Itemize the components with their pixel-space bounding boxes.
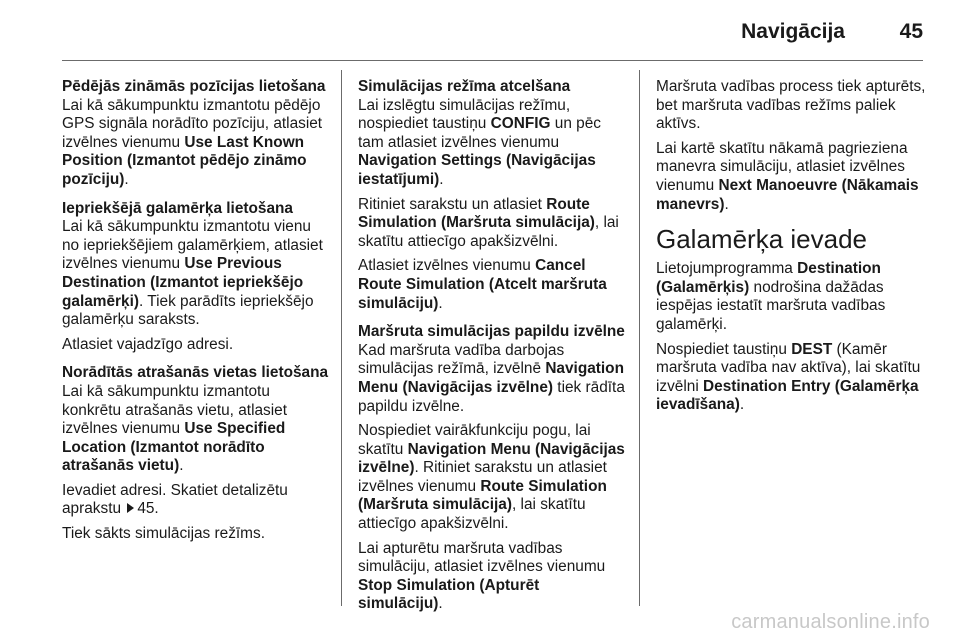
paragraph: Tiek sākts simulācijas režīms.	[62, 525, 265, 543]
paragraph: Lai apturētu maršruta vadības simulāciju, atlasiet izvēlnes vienumu Stop Simulation (Apturēt simulāciju).	[358, 539, 606, 613]
paragraph: Lietojumprogramma Destination (Galamērķis) nodrošina dažādas iespējas iestatīt maršruta vadības galamērķi.	[656, 260, 886, 333]
subheading: Maršruta simulācijas papildu izvēlne	[358, 323, 625, 341]
button-ref: DEST	[791, 340, 833, 358]
subheading: Pēdējās zināmās pozīcijas lietošana	[62, 78, 326, 95]
menu-item-ref: Use Specified Location (Izmantot norādīto atrašanās vietu)	[62, 420, 286, 475]
page-number: 45	[899, 20, 923, 43]
paragraph: Nospiediet taustiņu DEST (Kamēr maršruta vadība nav aktīva), lai skatītu izvēlni Destination Entry (Galamērķa ievadīšana).	[656, 340, 921, 414]
menu-item-ref: Destination Entry (Galamērķa ievadīšana)	[656, 377, 919, 414]
menu-item-ref: Route Simulation (Maršruta simulācija)	[358, 477, 607, 514]
paragraph: Atlasiet izvēlnes vienumu Cancel Route Simulation (Atcelt maršruta simulāciju).	[358, 257, 607, 312]
column-1	[62, 78, 330, 550]
button-ref: CONFIG	[490, 115, 551, 133]
paragraph: Nospiediet vairākfunkciju pogu, lai skatītu Navigation Menu (Navigācijas izvēlne). Ritiniet sarakstu un atlasiet izvēlnes vienumu Route Simulation (Maršruta simulācija), lai skatītu attiecīgo apakšizvēlni.	[358, 422, 625, 533]
menu-item-ref: Cancel Route Simulation (Atcelt maršruta simulāciju)	[358, 257, 607, 312]
menu-item-ref: Next Manoeuvre (Nākamais manevrs)	[656, 176, 919, 213]
menu-item-ref: Navigation Menu (Navigācijas izvēlne)	[358, 360, 624, 396]
column-divider-1	[341, 70, 342, 606]
paragraph-simulation-menu: Maršruta simulācijas papildu izvēlne Kad maršruta vadība darbojas simulācijas režīmā, izvēlnē Navigation Menu (Navigācijas izvēlne) tiek rādīta papildu izvēlne.	[358, 323, 625, 415]
page-header	[0, 0, 960, 62]
column-divider-2	[639, 70, 640, 606]
menu-item-ref: Navigation Settings (Navigācijas iestatījumi)	[358, 152, 596, 188]
menu-item-ref: Navigation Menu (Navigācijas izvēlne)	[358, 440, 625, 477]
paragraph: Lai kartē skatītu nākamā pagrieziena manevra simulāciju, atlasiet izvēlnes vienumu Next Manoeuvre (Nākamais manevrs).	[656, 139, 919, 213]
menu-item-ref: Use Previous Destination (Izmantot iepriekšējo galamērķi)	[62, 255, 304, 310]
paragraph-specified-location: Norādītās atrašanās vietas lietošana Lai kā sākumpunktu izmantotu konkrētu atrašanās vietu, atlasiet izvēlnes vienumu Use Specified Location (Izmantot norādīto atrašanās vietu).	[62, 364, 329, 475]
paragraph: Maršruta vadības process tiek apturēts, bet maršruta vadības režīms paliek aktīvs.	[656, 78, 926, 133]
page-reference-arrow-icon	[127, 503, 134, 513]
menu-item-ref: Route Simulation (Maršruta simulācija)	[358, 195, 595, 232]
paragraph: Atlasiet vajadzīgo adresi.	[62, 335, 234, 353]
paragraph-cancel-simulation: Simulācijas režīma atcelšana Lai izslēgtu simulācijas režīmu, nospiediet taustiņu CONFIG un pēc tam atlasiet izvēlnes vienumu Navigation Settings (Navigācijas iestatījumi).	[358, 78, 626, 190]
section-heading: Galamērķa ievade	[656, 224, 867, 255]
subheading: Iepriekšējā galamērķa lietošana	[62, 199, 293, 217]
header-rule	[62, 60, 923, 61]
paragraph: Ievadiet adresi. Skatiet detalizētu aprakstu 45.	[62, 481, 288, 518]
subheading: Simulācijas režīma atcelšana	[358, 78, 571, 95]
paragraph: Ritiniet sarakstu un atlasiet Route Simulation (Maršruta simulācija), lai skatītu attiecīgo apakšizvēlni.	[358, 195, 619, 250]
page-reference[interactable]: 45.	[137, 500, 159, 518]
menu-item-ref: Destination (Galamērķis)	[656, 260, 881, 296]
section-title: Navigācija	[741, 20, 845, 43]
menu-item-ref: Use Last Known Position (Izmantot pēdējo zināmo pozīciju)	[62, 133, 307, 188]
subheading: Norādītās atrašanās vietas lietošana	[62, 364, 329, 382]
menu-item-ref: Stop Simulation (Apturēt simulāciju)	[358, 576, 540, 613]
paragraph-last-known-position: Pēdējās zināmās pozīcijas lietošana Lai kā sākumpunktu izmantotu pēdējo GPS signāla norādīto pozīciju, atlasiet izvēlnes vienumu Use Last Known Position (Izmantot pēdējo zināmo pozīciju).	[62, 78, 330, 190]
column-3	[656, 78, 928, 421]
column-2	[358, 78, 626, 620]
paragraph-previous-destination: Iepriekšējā galamērķa lietošana Lai kā sākumpunktu izmantotu vienu no iepriekšējiem galamērķiem, atlasiet izvēlnes vienumu Use Previous Destination (Izmantot iepriekšējo galamērķi). Tiek parādīts iepriekšējo galamērķu saraksts.	[62, 200, 330, 330]
watermark: carmanualsonline.info	[731, 611, 930, 633]
